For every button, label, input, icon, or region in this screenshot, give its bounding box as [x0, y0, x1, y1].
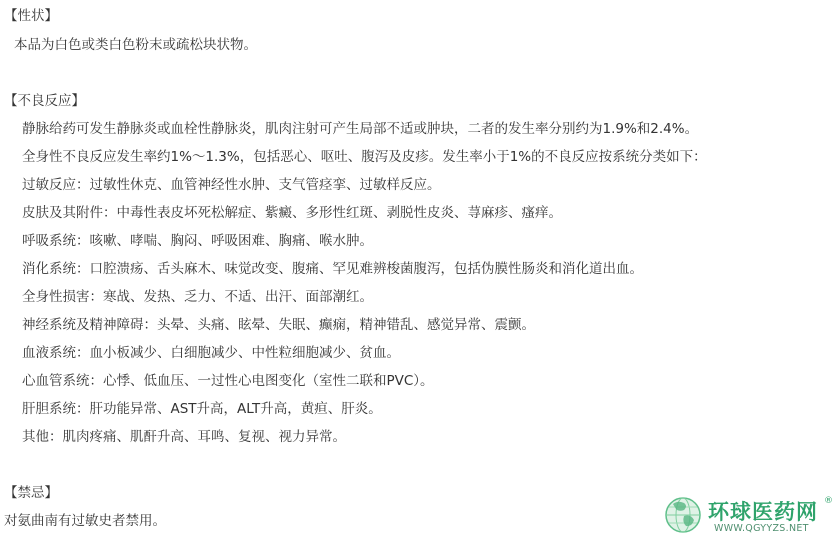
adverse-line-2: 全身性不良反应发生率约1%～1.3%，包括恶心、呕吐、腹泻及皮疹。发生率小于1%的不良反应按系统分类如下：: [22, 149, 707, 165]
heading-contraindications: 【禁忌】: [4, 485, 58, 501]
adverse-line-allergy: 过敏反应：过敏性休克、血管神经性水肿、支气管痉挛、过敏样反应。: [22, 177, 441, 193]
adverse-line-skin: 皮肤及其附件：中毒性表皮坏死松解症、紫癜、多形性红斑、剥脱性皮炎、荨麻疹、瘙痒。: [22, 205, 562, 221]
watermark-brand: 环球医药网: [708, 500, 818, 524]
adverse-line-cardiovascular: 心血管系统：心悸、低血压、一过性心电图变化（室性二联和PVC）。: [22, 373, 434, 389]
adverse-line-1: 静脉给药可发生静脉炎或血栓性静脉炎，肌肉注射可产生局部不适或肿块，二者的发生率分别约为1.9%和2.4%。: [22, 121, 699, 137]
adverse-line-other: 其他：肌肉疼痛、肌酐升高、耳鸣、复视、视力异常。: [22, 429, 346, 445]
registered-mark: ®: [824, 496, 833, 506]
site-watermark: [664, 496, 834, 540]
adverse-line-respiratory: 呼吸系统：咳嗽、哮喘、胸闷、呼吸困难、胸痛、喉水肿。: [22, 233, 373, 249]
contraindications-text: 对氨曲南有过敏史者禁用。: [4, 513, 166, 529]
adverse-line-nervous: 神经系统及精神障碍：头晕、头痛、眩晕、失眠、癫痫，精神错乱、感觉异常、震颤。: [22, 317, 535, 333]
adverse-line-digestive: 消化系统：口腔溃疡、舌头麻木、味觉改变、腹痛、罕见难辨梭菌腹泻，包括伪膜性肠炎和消化道出血。: [22, 261, 643, 277]
heading-adverse-reactions: 【不良反应】: [4, 93, 85, 109]
adverse-line-systemic: 全身性损害：寒战、发热、乏力、不适、出汗、面部潮红。: [22, 289, 373, 305]
globe-logo-icon: [664, 496, 702, 534]
adverse-line-hepatobiliary: 肝胆系统：肝功能异常、AST升高，ALT升高，黄疸、肝炎。: [22, 401, 382, 417]
watermark-url: WWW.QGYYZS.NET: [714, 523, 809, 534]
properties-text: 本品为白色或类白色粉末或疏松块状物。: [14, 37, 257, 53]
adverse-line-blood: 血液系统：血小板减少、白细胞减少、中性粒细胞减少、贫血。: [22, 345, 400, 361]
heading-properties: 【性状】: [4, 8, 58, 24]
